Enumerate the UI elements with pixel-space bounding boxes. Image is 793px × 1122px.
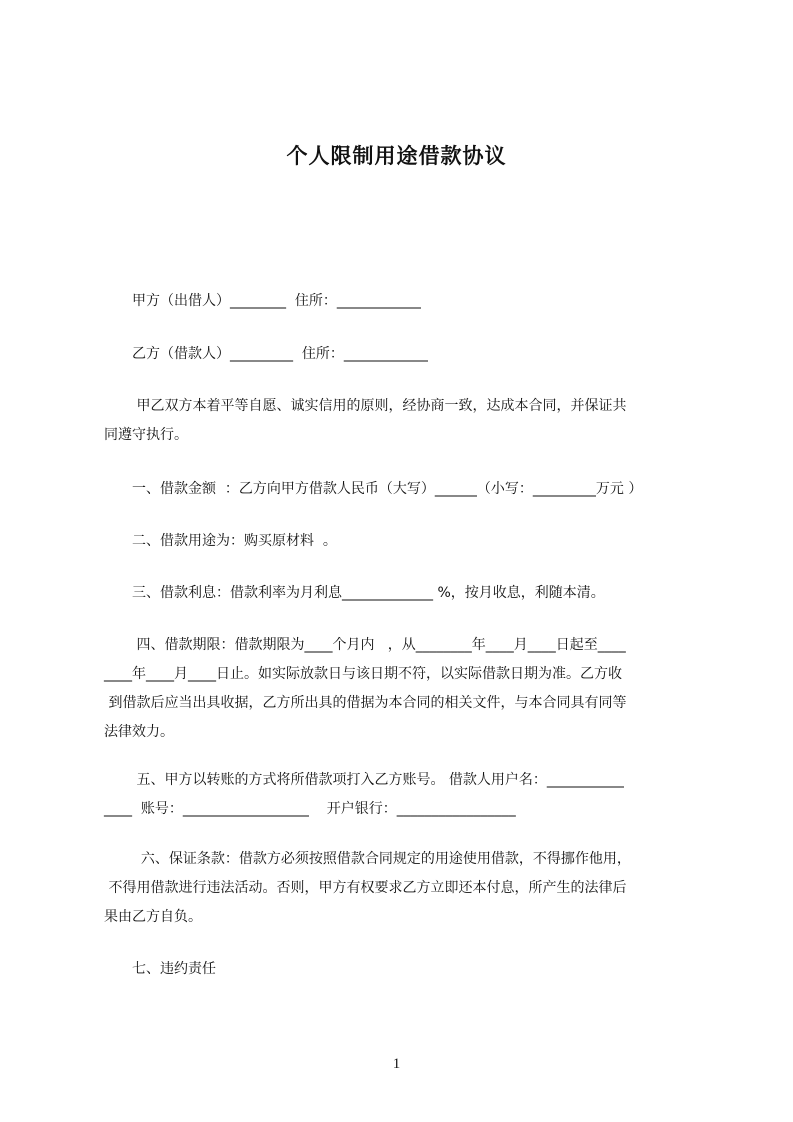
clause-6-line: 不得用借款进行违法活动。否则，甲方有权要求乙方立即还本付息，所产生的法律后 — [104, 880, 627, 896]
clause-5-line: 五、甲方以转账的方式将所借款项打入乙方账号。 借款人用户名：___________ — [104, 772, 624, 788]
clause-4-line: ____年____月____日止。如实际放款日与该日期不符，以实际借款日期为准。乙方收 — [104, 666, 622, 682]
page-title: 个人限制用途借款协议 — [286, 144, 507, 168]
clause-6-line: 果由乙方自负。 — [104, 909, 202, 925]
preamble-paragraph — [104, 392, 700, 450]
party-a-line: 甲方（出借人）________ 住所：____________ — [104, 293, 421, 309]
clause-6-guarantee — [104, 845, 700, 932]
clause-2-loan-purpose: 二、借款用途为：购买原材料 。 — [104, 533, 337, 549]
preamble-line: 同遵守执行。 — [104, 427, 188, 443]
clause-5-line: ____ 账号：__________________ 开户银行：_________________ — [104, 801, 516, 817]
clause-4-line: 四、借款期限：借款期限为____个月内 ，从________年____月____日起至____ — [104, 637, 626, 653]
clause-7-breach: 七、违约责任 — [104, 961, 216, 977]
page-number: 1 — [392, 1056, 401, 1072]
preamble-line: 甲乙双方本着平等自愿、诚实信用的原则，经协商一致，达成本合同，并保证共 — [104, 398, 627, 414]
clause-3-interest: 三、借款利息：借款利率为月利息_____________ %，按月收息，利随本清。 — [104, 585, 605, 601]
clause-4-line: 法律效力。 — [104, 724, 174, 740]
clause-6-line: 六、保证条款：借款方必须按照借款合同规定的用途使用借款，不得挪作他用， — [104, 851, 631, 867]
party-b-line: 乙方（借款人）_________ 住所：____________ — [104, 346, 428, 362]
clause-4-line: 到借款后应当出具收据，乙方所出具的借据为本合同的相关文件，与本合同具有同等 — [104, 695, 627, 711]
clause-5-transfer — [104, 766, 700, 824]
clause-1-loan-amount: 一、借款金额 ：乙方向甲方借款人民币（大写）______（小写：_________万元 ） — [104, 481, 643, 497]
clause-4-loan-term — [104, 631, 700, 747]
